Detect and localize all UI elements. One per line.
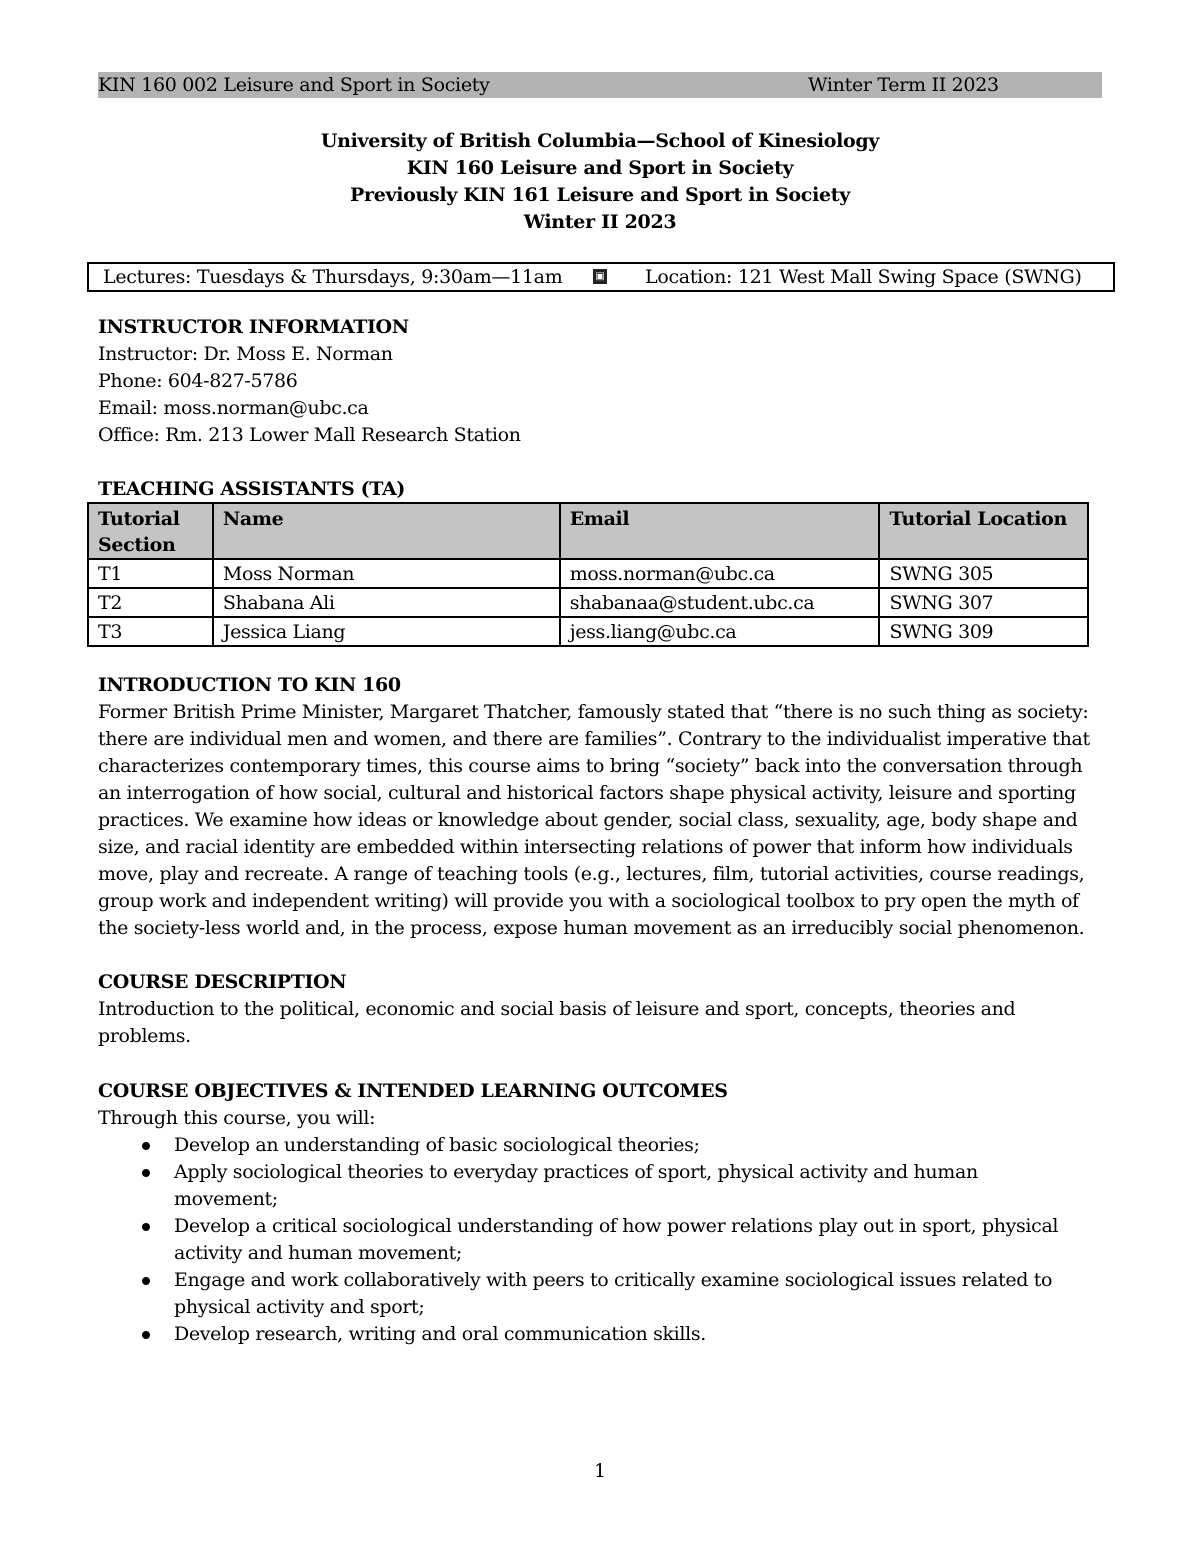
list-item-text: Engage and work collaboratively with peers to critically examine sociological issues related to [174, 1269, 1053, 1291]
header-term: Winter Term II 2023 [808, 74, 999, 96]
ta-table-header-row [88, 503, 1088, 559]
description-section [98, 969, 1102, 1050]
ta-heading-wrap [98, 476, 1102, 503]
bullet-icon [142, 1142, 150, 1150]
intro-line: group work and independent writing) will provide you with a sociological toolbox to pry open the myth of [98, 890, 1079, 912]
description-heading: COURSE DESCRIPTION [98, 971, 347, 993]
bullet-icon [142, 1223, 150, 1231]
cell-location: SWNG 309 [879, 617, 1088, 646]
intro-line: characterizes contemporary times, this course aims to bring “society” back into the conversation through [98, 755, 1083, 777]
description-line: Introduction to the political, economic and social basis of leisure and sport, concepts, theories and [98, 998, 1016, 1020]
objectives-section [98, 1078, 1102, 1348]
list-item-text: Develop an understanding of basic sociological theories; [174, 1134, 700, 1156]
list-item [98, 1213, 1102, 1267]
col-header-name: Name [213, 503, 560, 559]
page-number: 1 [593, 1460, 607, 1482]
title-previous-course: Previously KIN 161 Leisure and Sport in Society [350, 184, 850, 206]
list-item-text: Develop research, writing and oral communication skills. [174, 1323, 706, 1345]
objectives-heading: COURSE OBJECTIVES & INTENDED LEARNING OUTCOMES [98, 1080, 728, 1102]
objectives-list [98, 1132, 1102, 1348]
description-line: problems. [98, 1025, 191, 1047]
title-course: KIN 160 Leisure and Sport in Society [406, 157, 794, 179]
list-item-text: Apply sociological theories to everyday practices of sport, physical activity and human [174, 1161, 978, 1183]
lecture-location: Location: 121 West Mall Swing Space (SWNG) [645, 266, 1082, 288]
cell-section: T2 [88, 588, 213, 617]
title-block [98, 128, 1102, 236]
intro-line: an interrogation of how social, cultural and historical factors shape physical activity, leisure and sporting [98, 782, 1076, 804]
lecture-info-box [87, 262, 1115, 292]
cell-section: T1 [88, 559, 213, 588]
intro-line: there are individual men and women, and there are families”. Contrary to the individualist imperative that [98, 728, 1090, 750]
cell-location: SWNG 307 [879, 588, 1088, 617]
col-header-tutorial-section: Tutorial Section [88, 503, 213, 559]
bullet-icon [142, 1331, 150, 1339]
ta-table [87, 502, 1089, 647]
list-item-text: Develop a critical sociological understanding of how power relations play out in sport, physical [174, 1215, 1059, 1237]
ta-heading: TEACHING ASSISTANTS (TA) [98, 478, 406, 500]
list-item [98, 1132, 1102, 1159]
instructor-email: Email: moss.norman@ubc.ca [98, 397, 369, 419]
header-course: KIN 160 002 Leisure and Sport in Society [98, 74, 490, 96]
col-header-tutorial-location: Tutorial Location [879, 503, 1088, 559]
instructor-name: Instructor: Dr. Moss E. Norman [98, 343, 393, 365]
list-item [98, 1267, 1102, 1321]
bullet-icon [142, 1169, 150, 1177]
intro-line: the society-less world and, in the process, expose human movement as an irreducibly social phenomenon. [98, 917, 1085, 939]
instructor-heading: INSTRUCTOR INFORMATION [98, 316, 409, 338]
cell-email: jess.liang@ubc.ca [560, 617, 880, 646]
col-header-email: Email [560, 503, 880, 559]
intro-line: move, play and recreate. A range of teaching tools (e.g., lectures, film, tutorial activities, course readings, [98, 863, 1085, 885]
title-term: Winter II 2023 [523, 211, 677, 233]
objectives-intro: Through this course, you will: [98, 1107, 376, 1129]
cell-email: shabanaa@student.ubc.ca [560, 588, 880, 617]
list-item-text: movement; [174, 1188, 278, 1210]
cell-name: Shabana Ali [213, 588, 560, 617]
table-row [88, 588, 1088, 617]
title-university: University of British Columbia—School of Kinesiology [320, 130, 880, 152]
intro-heading: INTRODUCTION TO KIN 160 [98, 674, 401, 696]
intro-line: Former British Prime Minister, Margaret Thatcher, famously stated that “there is no such thing as society: [98, 701, 1089, 723]
box-symbol-icon: ▣ [593, 269, 607, 284]
cell-name: Jessica Liang [213, 617, 560, 646]
intro-section [98, 672, 1102, 942]
intro-line: size, and racial identity are embedded within intersecting relations of power that inform how individuals [98, 836, 1073, 858]
running-header [98, 72, 1102, 98]
lecture-times: Lectures: Tuesdays & Thursdays, 9:30am—11am [103, 266, 563, 288]
list-item-text: activity and human movement; [174, 1242, 462, 1264]
instructor-section [98, 314, 1102, 449]
cell-location: SWNG 305 [879, 559, 1088, 588]
instructor-phone: Phone: 604-827-5786 [98, 370, 298, 392]
cell-name: Moss Norman [213, 559, 560, 588]
list-item-text: physical activity and sport; [174, 1296, 425, 1318]
cell-section: T3 [88, 617, 213, 646]
list-item [98, 1321, 1102, 1348]
table-row [88, 617, 1088, 646]
table-row [88, 559, 1088, 588]
instructor-office: Office: Rm. 213 Lower Mall Research Station [98, 424, 521, 446]
bullet-icon [142, 1277, 150, 1285]
cell-email: moss.norman@ubc.ca [560, 559, 880, 588]
list-item [98, 1159, 1102, 1213]
intro-line: practices. We examine how ideas or knowledge about gender, social class, sexuality, age, body shape and [98, 809, 1078, 831]
